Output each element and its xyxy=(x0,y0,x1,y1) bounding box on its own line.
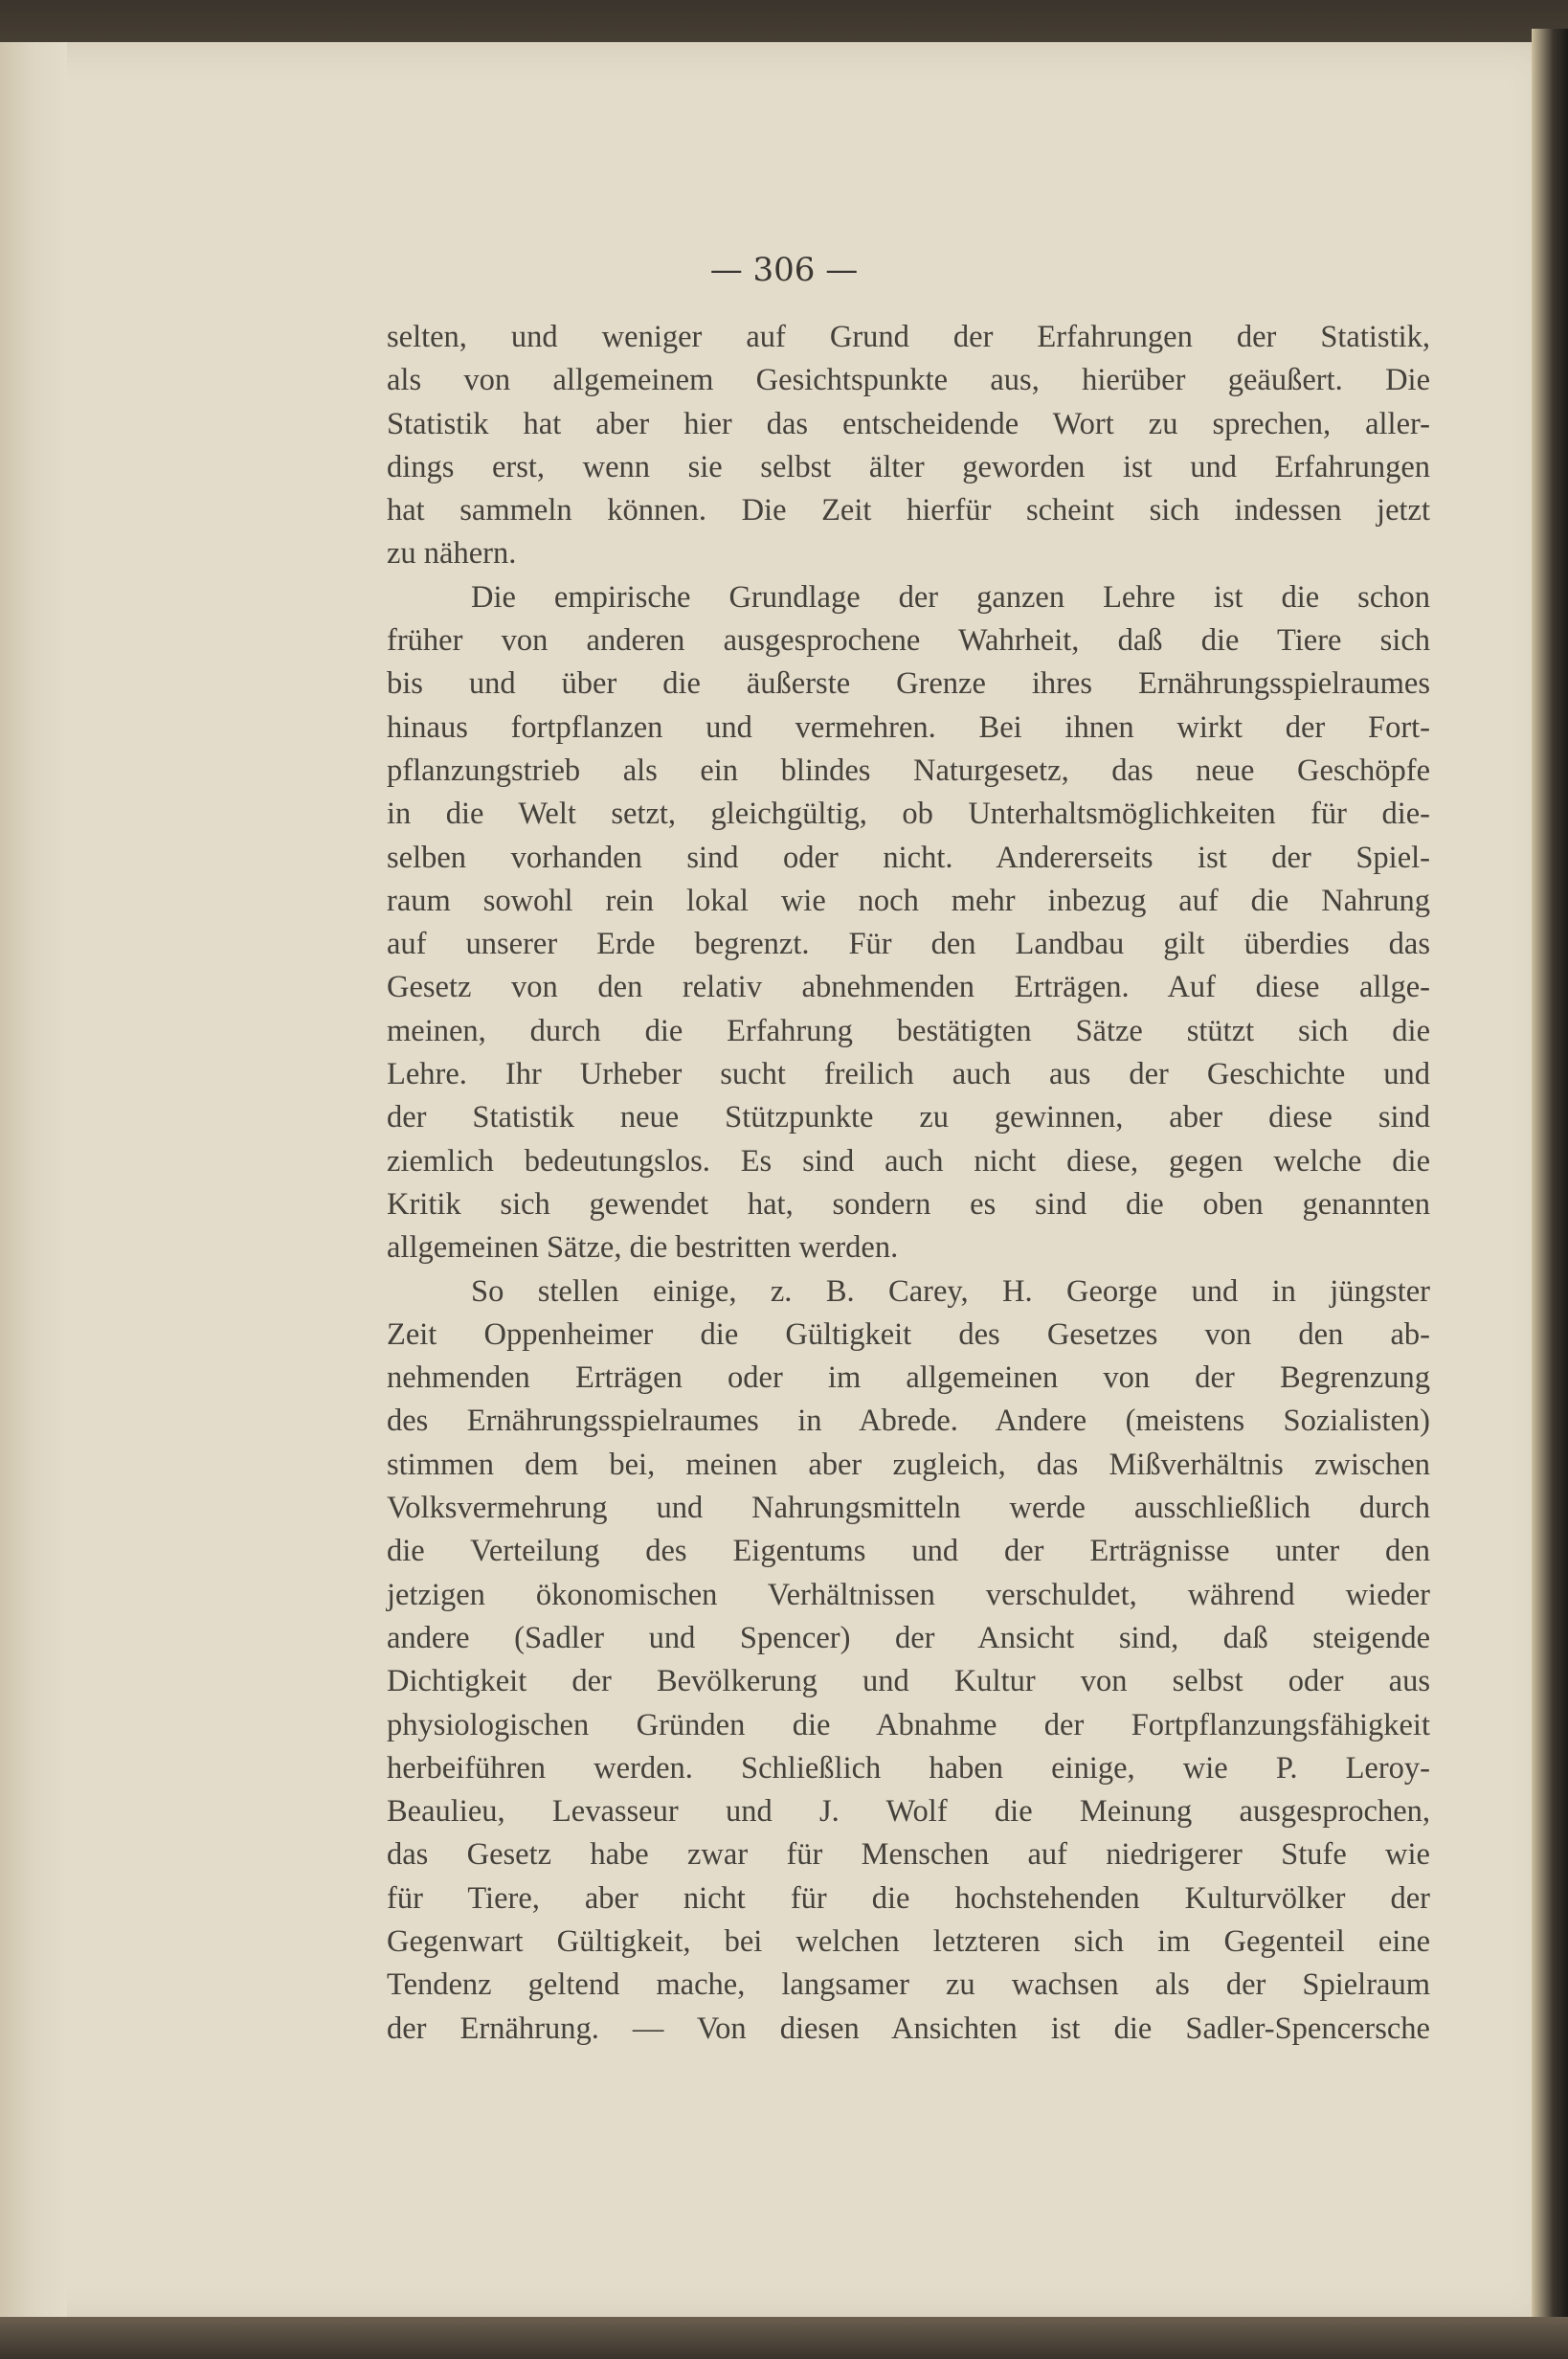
text-line: So stellen einige, z. B. Carey, H. George und in jüngster xyxy=(471,1273,1430,1309)
text-line: nehmenden Erträgen oder im allgemeinen von der Begrenzung xyxy=(387,1360,1430,1396)
text-line: zu nähern. xyxy=(387,536,517,572)
text-line: Kritik sich gewendet hat, sondern es sind die oben genannten xyxy=(387,1186,1430,1222)
text-line: herbeiführen werden. Schließlich haben einige, wie P. Leroy- xyxy=(387,1750,1430,1786)
page-right-edge xyxy=(1532,29,1568,2326)
text-line: dings erst, wenn sie selbst älter geworden ist und Erfahrungen xyxy=(387,449,1430,484)
text-line: pflanzungstrieb als ein blindes Naturgesetz, das neue Geschöpfe xyxy=(387,753,1430,788)
text-line: Tendenz geltend mache, langsamer zu wachsen als der Spielraum xyxy=(387,1967,1430,2003)
text-line: Dichtigkeit der Bevölkerung und Kultur von selbst oder aus xyxy=(387,1664,1430,1699)
text-line: der Ernährung. — Von diesen Ansichten ist die Sadler-Spencersche xyxy=(387,2011,1430,2046)
text-line: stimmen dem bei, meinen aber zugleich, das Mißverhältnis zwischen xyxy=(387,1447,1430,1482)
text-line: als von allgemeinem Gesichtspunkte aus, hierüber geäußert. Die xyxy=(387,363,1430,398)
text-line: andere (Sadler und Spencer) der Ansicht sind, daß steigende xyxy=(387,1620,1430,1655)
text-line: für Tiere, aber nicht für die hochstehenden Kulturvölker der xyxy=(387,1880,1430,1916)
text-line: allgemeinen Sätze, die bestritten werden. xyxy=(387,1230,899,1266)
text-line: in die Welt setzt, gleichgültig, ob Unterhaltsmöglichkeiten für die- xyxy=(387,797,1430,832)
text-line: Statistik hat aber hier das entscheidende Wort zu sprechen, aller- xyxy=(387,406,1430,441)
text-line: selten, und weniger auf Grund der Erfahrungen der Statistik, xyxy=(387,320,1430,354)
text-line: der Statistik neue Stützpunkte zu gewinnen, aber diese sind xyxy=(387,1100,1430,1135)
scan-bottom-edge xyxy=(0,2317,1568,2359)
text-line: auf unserer Erde begrenzt. Für den Landbau gilt überdies das xyxy=(387,927,1430,962)
text-line: Gegenwart Gültigkeit, bei welchen letzteren sich im Gegenteil eine xyxy=(387,1923,1430,1959)
text-line: Zeit Oppenheimer die Gültigkeit des Gesetzes von den ab- xyxy=(387,1316,1430,1352)
text-line: Beaulieu, Levasseur und J. Wolf die Meinung ausgesprochen, xyxy=(387,1794,1430,1830)
text-line: selben vorhanden sind oder nicht. Andererseits ist der Spiel- xyxy=(387,840,1430,875)
text-line: früher von anderen ausgesprochene Wahrheit, daß die Tiere sich xyxy=(387,623,1430,659)
text-line: Gesetz von den relativ abnehmenden Erträgen. Auf diese allge- xyxy=(387,970,1430,1005)
text-line: Lehre. Ihr Urheber sucht freilich auch aus der Geschichte und xyxy=(387,1057,1430,1092)
text-line: physiologischen Gründen die Abnahme der Fortpflanzungsfähigkeit xyxy=(387,1707,1430,1742)
text-line: meinen, durch die Erfahrung bestätigten Sätze stützt sich die xyxy=(387,1013,1430,1048)
text-line: raum sowohl rein lokal wie noch mehr inbezug auf die Nahrung xyxy=(387,883,1430,918)
text-line: das Gesetz habe zwar für Menschen auf niedrigerer Stufe wie xyxy=(387,1837,1430,1873)
page-number: — 306 — xyxy=(709,251,859,289)
text-line: Volksvermehrung und Nahrungsmitteln werde ausschließlich durch xyxy=(387,1491,1430,1526)
text-line: hat sammeln können. Die Zeit hierfür scheint sich indessen jetzt xyxy=(387,493,1430,528)
text-line: jetzigen ökonomischen Verhältnissen verschuldet, während wieder xyxy=(387,1577,1430,1612)
body-text xyxy=(387,316,1430,2051)
text-line: bis und über die äußerste Grenze ihres Ernährungsspielraumes xyxy=(387,666,1430,702)
text-line: Die empirische Grundlage der ganzen Lehre ist die schon xyxy=(471,579,1430,615)
text-line: die Verteilung des Eigentums und der Erträgnisse unter den xyxy=(387,1534,1430,1569)
text-line: ziemlich bedeutungslos. Es sind auch nicht diese, gegen welche die xyxy=(387,1143,1430,1179)
page-gutter xyxy=(0,42,67,2325)
text-line: des Ernährungsspielraumes in Abrede. Andere (meistens Sozialisten) xyxy=(387,1404,1430,1439)
text-line: hinaus fortpflanzen und vermehren. Bei ihnen wirkt der Fort- xyxy=(387,709,1430,745)
